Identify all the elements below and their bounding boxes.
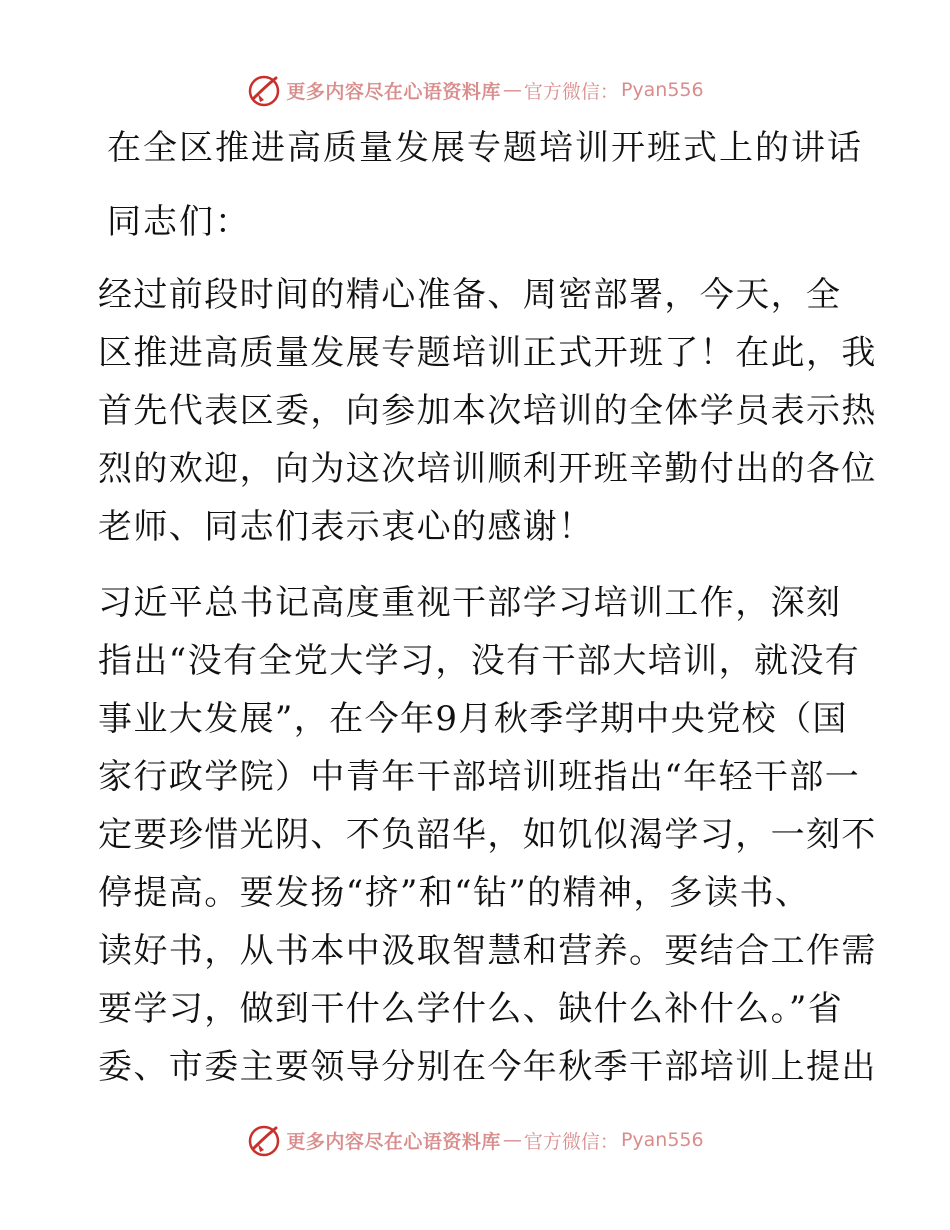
footer-watermark [0,1120,950,1160]
paragraph-line: 经过前段时间的精心准备、周密部署，今天，全 [98,275,842,315]
watermark-dash: — [502,79,522,101]
paragraph-line: 首先代表区委，向参加本次培训的全体学员表示热 [98,391,877,431]
watermark-text: 更多内容尽在心语资料库 [286,80,501,103]
brush-logo-icon [246,72,282,108]
paragraph-line: 定要珍惜光阴、不负韶华，如饥似渴学习，一刻不 [98,815,877,855]
brush-logo-icon [246,1122,282,1158]
paragraph-1 [98,266,877,556]
paragraph-line: 指出“没有全党大学习，没有干部大培训，就没有 [98,641,861,681]
paragraph-line: 习近平总书记高度重视干部学习培训工作，深刻 [98,583,842,623]
watermark-text: 更多内容尽在心语资料库 [286,1130,501,1153]
paragraph-2 [98,574,877,1096]
paragraph-line: 事业大发展”，在今年9月秋季学期中央党校（国 [98,699,848,739]
watermark-wechat-label: 官方微信： [523,1130,619,1153]
paragraph-line: 委、市委主要领导分别在今年秋季干部培训上提出 [98,1047,877,1087]
watermark-wechat-id: Pyan556 [620,1129,704,1151]
paragraph-line: 家行政学院）中青年干部培训班指出“年轻干部一 [98,757,861,797]
watermark-dash: — [502,1129,522,1151]
watermark-wechat-id: Pyan556 [620,79,704,101]
paragraph-line: 区推进高质量发展专题培训正式开班了！在此，我 [98,333,877,373]
paragraph-line: 要学习，做到干什么学什么、缺什么补什么。”省 [98,989,844,1029]
paragraph-line: 读好书，从书本中汲取智慧和营养。要结合工作需 [98,931,877,971]
salutation: 同志们： [107,202,251,242]
watermark-wechat-label: 官方微信： [523,80,619,103]
paragraph-line: 老师、同志们表示衷心的感谢！ [98,507,594,547]
header-watermark [0,70,950,110]
document-title: 在全区推进高质量发展专题培训开班式上的讲话 [107,128,863,168]
paragraph-line: 停提高。要发扬“挤”和“钻”的精神，多读书、 [98,873,811,913]
paragraph-line: 烈的欢迎，向为这次培训顺利开班辛勤付出的各位 [98,449,877,489]
